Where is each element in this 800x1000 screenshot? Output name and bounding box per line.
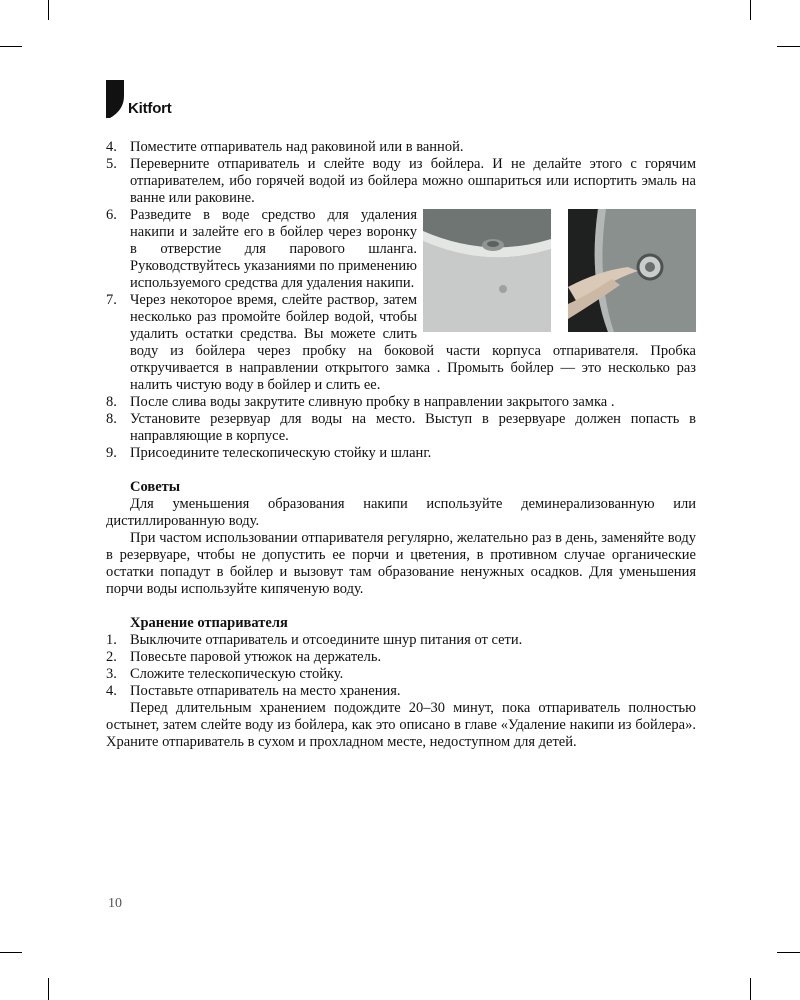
list-item xyxy=(106,156,696,207)
item-number: 6. xyxy=(106,207,117,223)
item-number: 3. xyxy=(106,666,117,682)
brand-logo xyxy=(106,80,196,122)
list-item xyxy=(106,649,696,666)
item-number: 8. xyxy=(106,394,117,410)
item-text: Присоедините телескопическую стойку и шланг. xyxy=(130,445,432,461)
item-number: 4. xyxy=(106,683,117,699)
item-text: Повесьте паровой утюжок на держатель. xyxy=(130,649,382,665)
tips-paragraph: Для уменьшения образования накипи используйте деминерализованную или дистиллированную воду. xyxy=(106,496,696,529)
item-number: 5. xyxy=(106,156,117,172)
item-text: Переверните отпариватель и слейте воду из бойлера. И не делайте этого с горячим отпаривателем, ибо горячей водой из бойлера можно ошпариться или испортить эмаль на ванне или раковине. xyxy=(130,156,696,206)
crop-mark xyxy=(48,978,49,1000)
item-number: 8. xyxy=(106,411,117,427)
list-item xyxy=(106,207,696,292)
item-number: 7. xyxy=(106,292,117,308)
crop-mark xyxy=(777,46,800,47)
list-item xyxy=(106,666,696,683)
crop-mark xyxy=(750,0,751,20)
list-item xyxy=(106,292,696,394)
item-number: 9. xyxy=(106,445,117,461)
page-number: 10 xyxy=(108,896,122,911)
item-number: 1. xyxy=(106,632,117,648)
tips-paragraph: При частом использовании отпаривателя регулярно, желательно раз в день, заменяйте воду в резервуаре, чтобы не допустить ее порчи и цветения, в противном случае органические остатки попадут в бойлер и вызовут там образование ненужных осадков. Для уменьшения порчи воды используйте кипяченую воду. xyxy=(106,530,696,597)
list-item xyxy=(106,445,696,462)
item-number: 4. xyxy=(106,139,117,155)
list-item xyxy=(106,139,696,156)
storage-heading: Хранение отпаривателя xyxy=(130,615,288,631)
crop-mark xyxy=(48,0,49,20)
item-text: Установите резервуар для воды на место. Выступ в резервуаре должен попасть в направляющие в корпусе. xyxy=(130,411,696,444)
item-text: Разведите в воде средство для удаления накипи и залейте его в бойлер через воронку в отверстие для парового шланга. Руководствуйтесь указаниями по применению используемого средства для удаления накипи. xyxy=(130,207,417,291)
brand-name: Kitfort xyxy=(128,100,172,117)
item-text: Через некоторое время, слейте раствор, затем несколько раз промойте бойлер водой, чтобы удалить остатки средства. Вы можете слить воду из бойлера через пробку на боковой части корпуса отпаривателя. Пробка откручивается в направлении открытого замка . Промыть бойлер — это несколько раз налить чистую воду в бойлер и слить ее. xyxy=(130,292,696,393)
item-text: Сложите телескопическую стойку. xyxy=(130,666,344,682)
crop-mark xyxy=(0,952,22,953)
crop-mark xyxy=(777,952,800,953)
crop-mark xyxy=(0,46,22,47)
item-number: 2. xyxy=(106,649,117,665)
page-content xyxy=(106,139,696,751)
list-item xyxy=(106,683,696,700)
item-text: После слива воды закрутите сливную пробку в направлении закрытого замка . xyxy=(130,394,615,410)
tips-heading: Советы xyxy=(130,479,181,495)
storage-paragraph: Перед длительным хранением подождите 20–30 минут, пока отпариватель полностью остынет, затем слейте воду из бойлера, как это описано в главе «Удаление накипи из бойлера». Храните отпариватель в сухом и прохладном месте, недоступном для детей. xyxy=(106,700,696,750)
item-text: Выключите отпариватель и отсоедините шнур питания от сети. xyxy=(130,632,523,648)
list-item xyxy=(106,632,696,649)
list-item xyxy=(106,411,696,445)
item-text: Поместите отпариватель над раковиной или в ванной. xyxy=(130,139,464,155)
kitfort-logo-icon xyxy=(106,80,124,118)
list-item xyxy=(106,394,696,411)
crop-mark xyxy=(750,978,751,1000)
item-text: Поставьте отпариватель на место хранения. xyxy=(130,683,401,699)
